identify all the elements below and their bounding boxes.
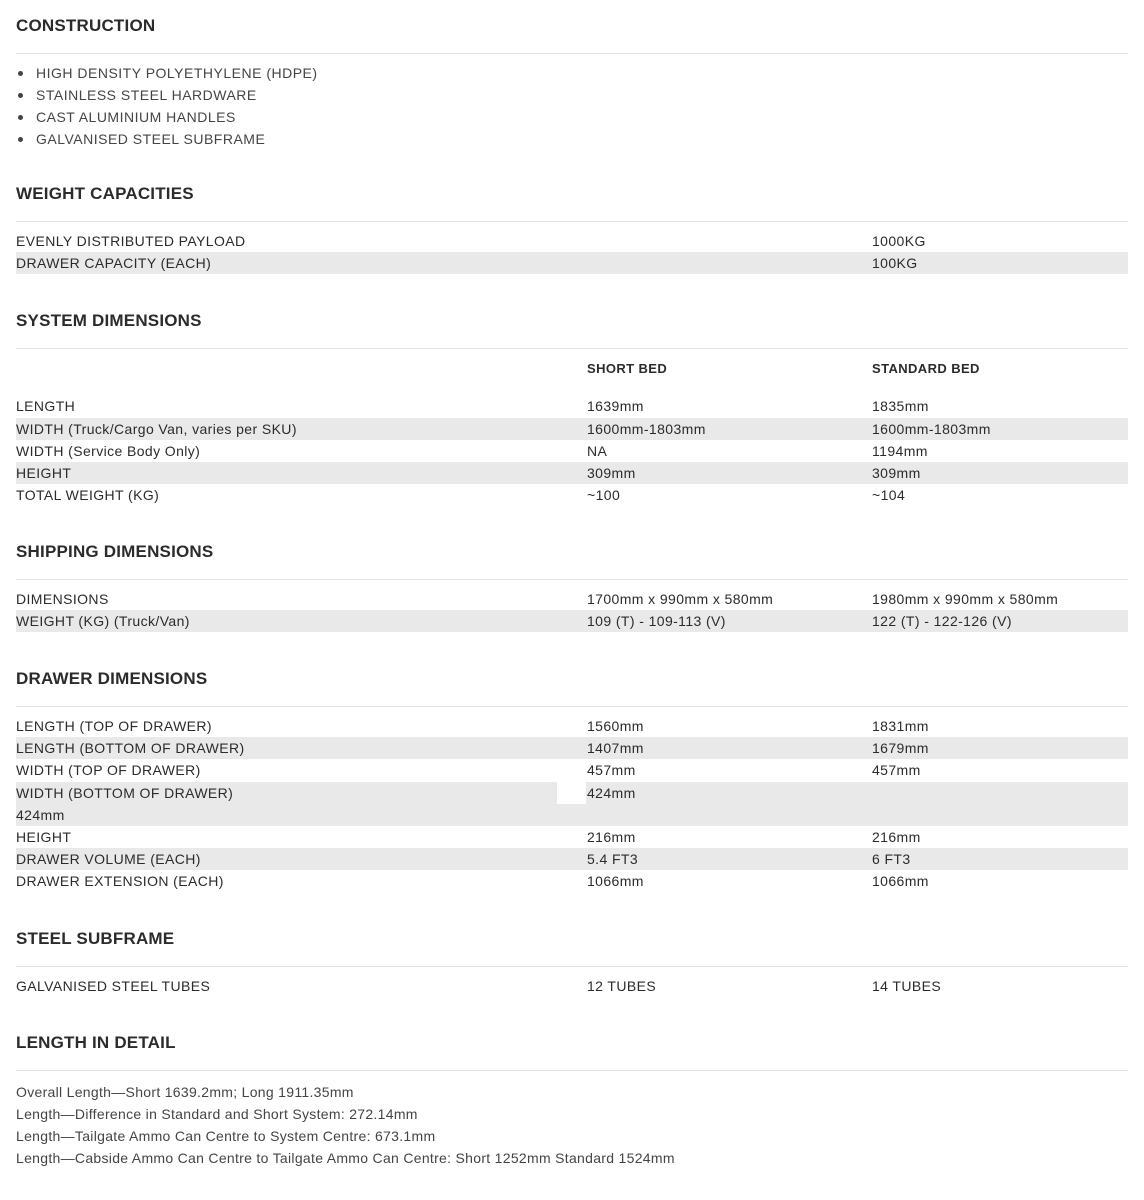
short-bed-value: ~100 [587, 487, 621, 503]
row-label: GALVANISED STEEL TUBES [16, 978, 211, 994]
list-item [16, 62, 318, 84]
row-label: EVENLY DISTRIBUTED PAYLOAD [16, 233, 246, 249]
row-label: TOTAL WEIGHT (KG) [16, 487, 160, 503]
standard-bed-value: 1066mm [872, 873, 929, 889]
steel-subframe-heading: STEEL SUBFRAME [16, 929, 175, 948]
list-item [16, 84, 318, 106]
standard-bed-value: 216mm [872, 829, 921, 845]
row-label: WIDTH (BOTTOM OF DRAWER) [16, 785, 234, 801]
row-label: DRAWER CAPACITY (EACH) [16, 255, 212, 271]
row-label: HEIGHT [16, 829, 72, 845]
short-bed-value: 1560mm [587, 718, 644, 734]
section-divider [16, 53, 1128, 54]
table-row [16, 484, 1128, 506]
list-item [16, 128, 318, 150]
list-item [16, 106, 318, 128]
shipping-dimensions-heading: SHIPPING DIMENSIONS [16, 542, 214, 561]
short-bed-value: NA [587, 443, 608, 459]
section-divider [16, 348, 1128, 349]
row-label: WEIGHT (KG) (Truck/Van) [16, 613, 190, 629]
short-bed-value: 5.4 FT3 [587, 851, 639, 867]
row-value: 1000KG [872, 233, 926, 249]
system-dimensions-heading: SYSTEM DIMENSIONS [16, 311, 202, 330]
short-bed-value: 424mm [587, 785, 636, 801]
standard-bed-value: 309mm [872, 465, 921, 481]
detail-line: Length—Difference in Standard and Short System: 272.14mm [16, 1106, 418, 1122]
row-label: DRAWER VOLUME (EACH) [16, 851, 201, 867]
short-bed-value: 309mm [587, 465, 636, 481]
table-row [16, 230, 1128, 252]
row-label: WIDTH (Truck/Cargo Van, varies per SKU) [16, 421, 297, 437]
detail-line: Overall Length—Short 1639.2mm; Long 1911.35mm [16, 1084, 354, 1100]
table-row [16, 870, 1128, 892]
table-row [16, 715, 1128, 737]
cell-gap [557, 782, 586, 804]
row-label: LENGTH (BOTTOM OF DRAWER) [16, 740, 245, 756]
short-bed-value: 1639mm [587, 398, 644, 414]
table-row [16, 975, 1128, 997]
short-bed-value: 1600mm-1803mm [587, 421, 706, 437]
list-item-label: STAINLESS STEEL HARDWARE [36, 87, 257, 103]
row-label: DIMENSIONS [16, 591, 109, 607]
bullet-icon [18, 71, 23, 76]
section-divider [16, 1070, 1128, 1071]
column-header-standard-bed: STANDARD BED [872, 361, 980, 376]
short-bed-value: 1066mm [587, 873, 644, 889]
table-row [16, 462, 1128, 484]
detail-line: Length—Cabside Ammo Can Centre to Tailgate Ammo Can Centre: Short 1252mm Standard 1524mm [16, 1150, 675, 1166]
short-bed-value: 1700mm x 990mm x 580mm [587, 591, 774, 607]
wrapped-value: 424mm [16, 807, 65, 823]
row-value: 100KG [872, 255, 918, 271]
construction-heading: CONSTRUCTION [16, 16, 156, 35]
standard-bed-value: ~104 [872, 487, 906, 503]
detail-line: Length—Tailgate Ammo Can Centre to System Centre: 673.1mm [16, 1128, 436, 1144]
standard-bed-value: 14 TUBES [872, 978, 942, 994]
table-row [16, 610, 1128, 632]
bullet-icon [18, 137, 23, 142]
table-row [16, 440, 1128, 462]
row-label: HEIGHT [16, 465, 72, 481]
length-in-detail-heading: LENGTH IN DETAIL [16, 1033, 176, 1052]
construction-list [16, 62, 318, 150]
standard-bed-value: 1679mm [872, 740, 929, 756]
row-label: LENGTH (TOP OF DRAWER) [16, 718, 212, 734]
bullet-icon [18, 93, 23, 98]
section-divider [16, 966, 1128, 967]
row-label: LENGTH [16, 398, 76, 414]
standard-bed-value: 1835mm [872, 398, 929, 414]
table-row [16, 826, 1128, 848]
bullet-icon [18, 115, 23, 120]
table-row-wrapped [16, 782, 1128, 826]
table-row [16, 588, 1128, 610]
section-divider [16, 221, 1128, 222]
standard-bed-value: 1600mm-1803mm [872, 421, 991, 437]
short-bed-value: 457mm [587, 762, 636, 778]
table-row [16, 252, 1128, 274]
table-row [16, 395, 1128, 417]
list-item-label: GALVANISED STEEL SUBFRAME [36, 131, 266, 147]
row-label: WIDTH (TOP OF DRAWER) [16, 762, 201, 778]
weight-capacities-heading: WEIGHT CAPACITIES [16, 184, 194, 203]
standard-bed-value: 122 (T) - 122-126 (V) [872, 613, 1012, 629]
short-bed-value: 12 TUBES [587, 978, 657, 994]
row-label: WIDTH (Service Body Only) [16, 443, 201, 459]
list-item-label: CAST ALUMINIUM HANDLES [36, 109, 236, 125]
table-row [16, 737, 1128, 759]
standard-bed-value: 457mm [872, 762, 921, 778]
short-bed-value: 1407mm [587, 740, 644, 756]
standard-bed-value: 1980mm x 990mm x 580mm [872, 591, 1059, 607]
column-header-short-bed: SHORT BED [587, 361, 668, 376]
short-bed-value: 216mm [587, 829, 636, 845]
section-divider [16, 706, 1128, 707]
section-divider [16, 579, 1128, 580]
standard-bed-value: 6 FT3 [872, 851, 911, 867]
table-row [16, 759, 1128, 781]
short-bed-value: 109 (T) - 109-113 (V) [587, 613, 726, 629]
table-row [16, 848, 1128, 870]
standard-bed-value: 1831mm [872, 718, 929, 734]
standard-bed-value: 1194mm [872, 443, 928, 459]
table-row [16, 418, 1128, 440]
list-item-label: HIGH DENSITY POLYETHYLENE (HDPE) [36, 65, 318, 81]
drawer-dimensions-heading: DRAWER DIMENSIONS [16, 669, 208, 688]
row-label: DRAWER EXTENSION (EACH) [16, 873, 224, 889]
